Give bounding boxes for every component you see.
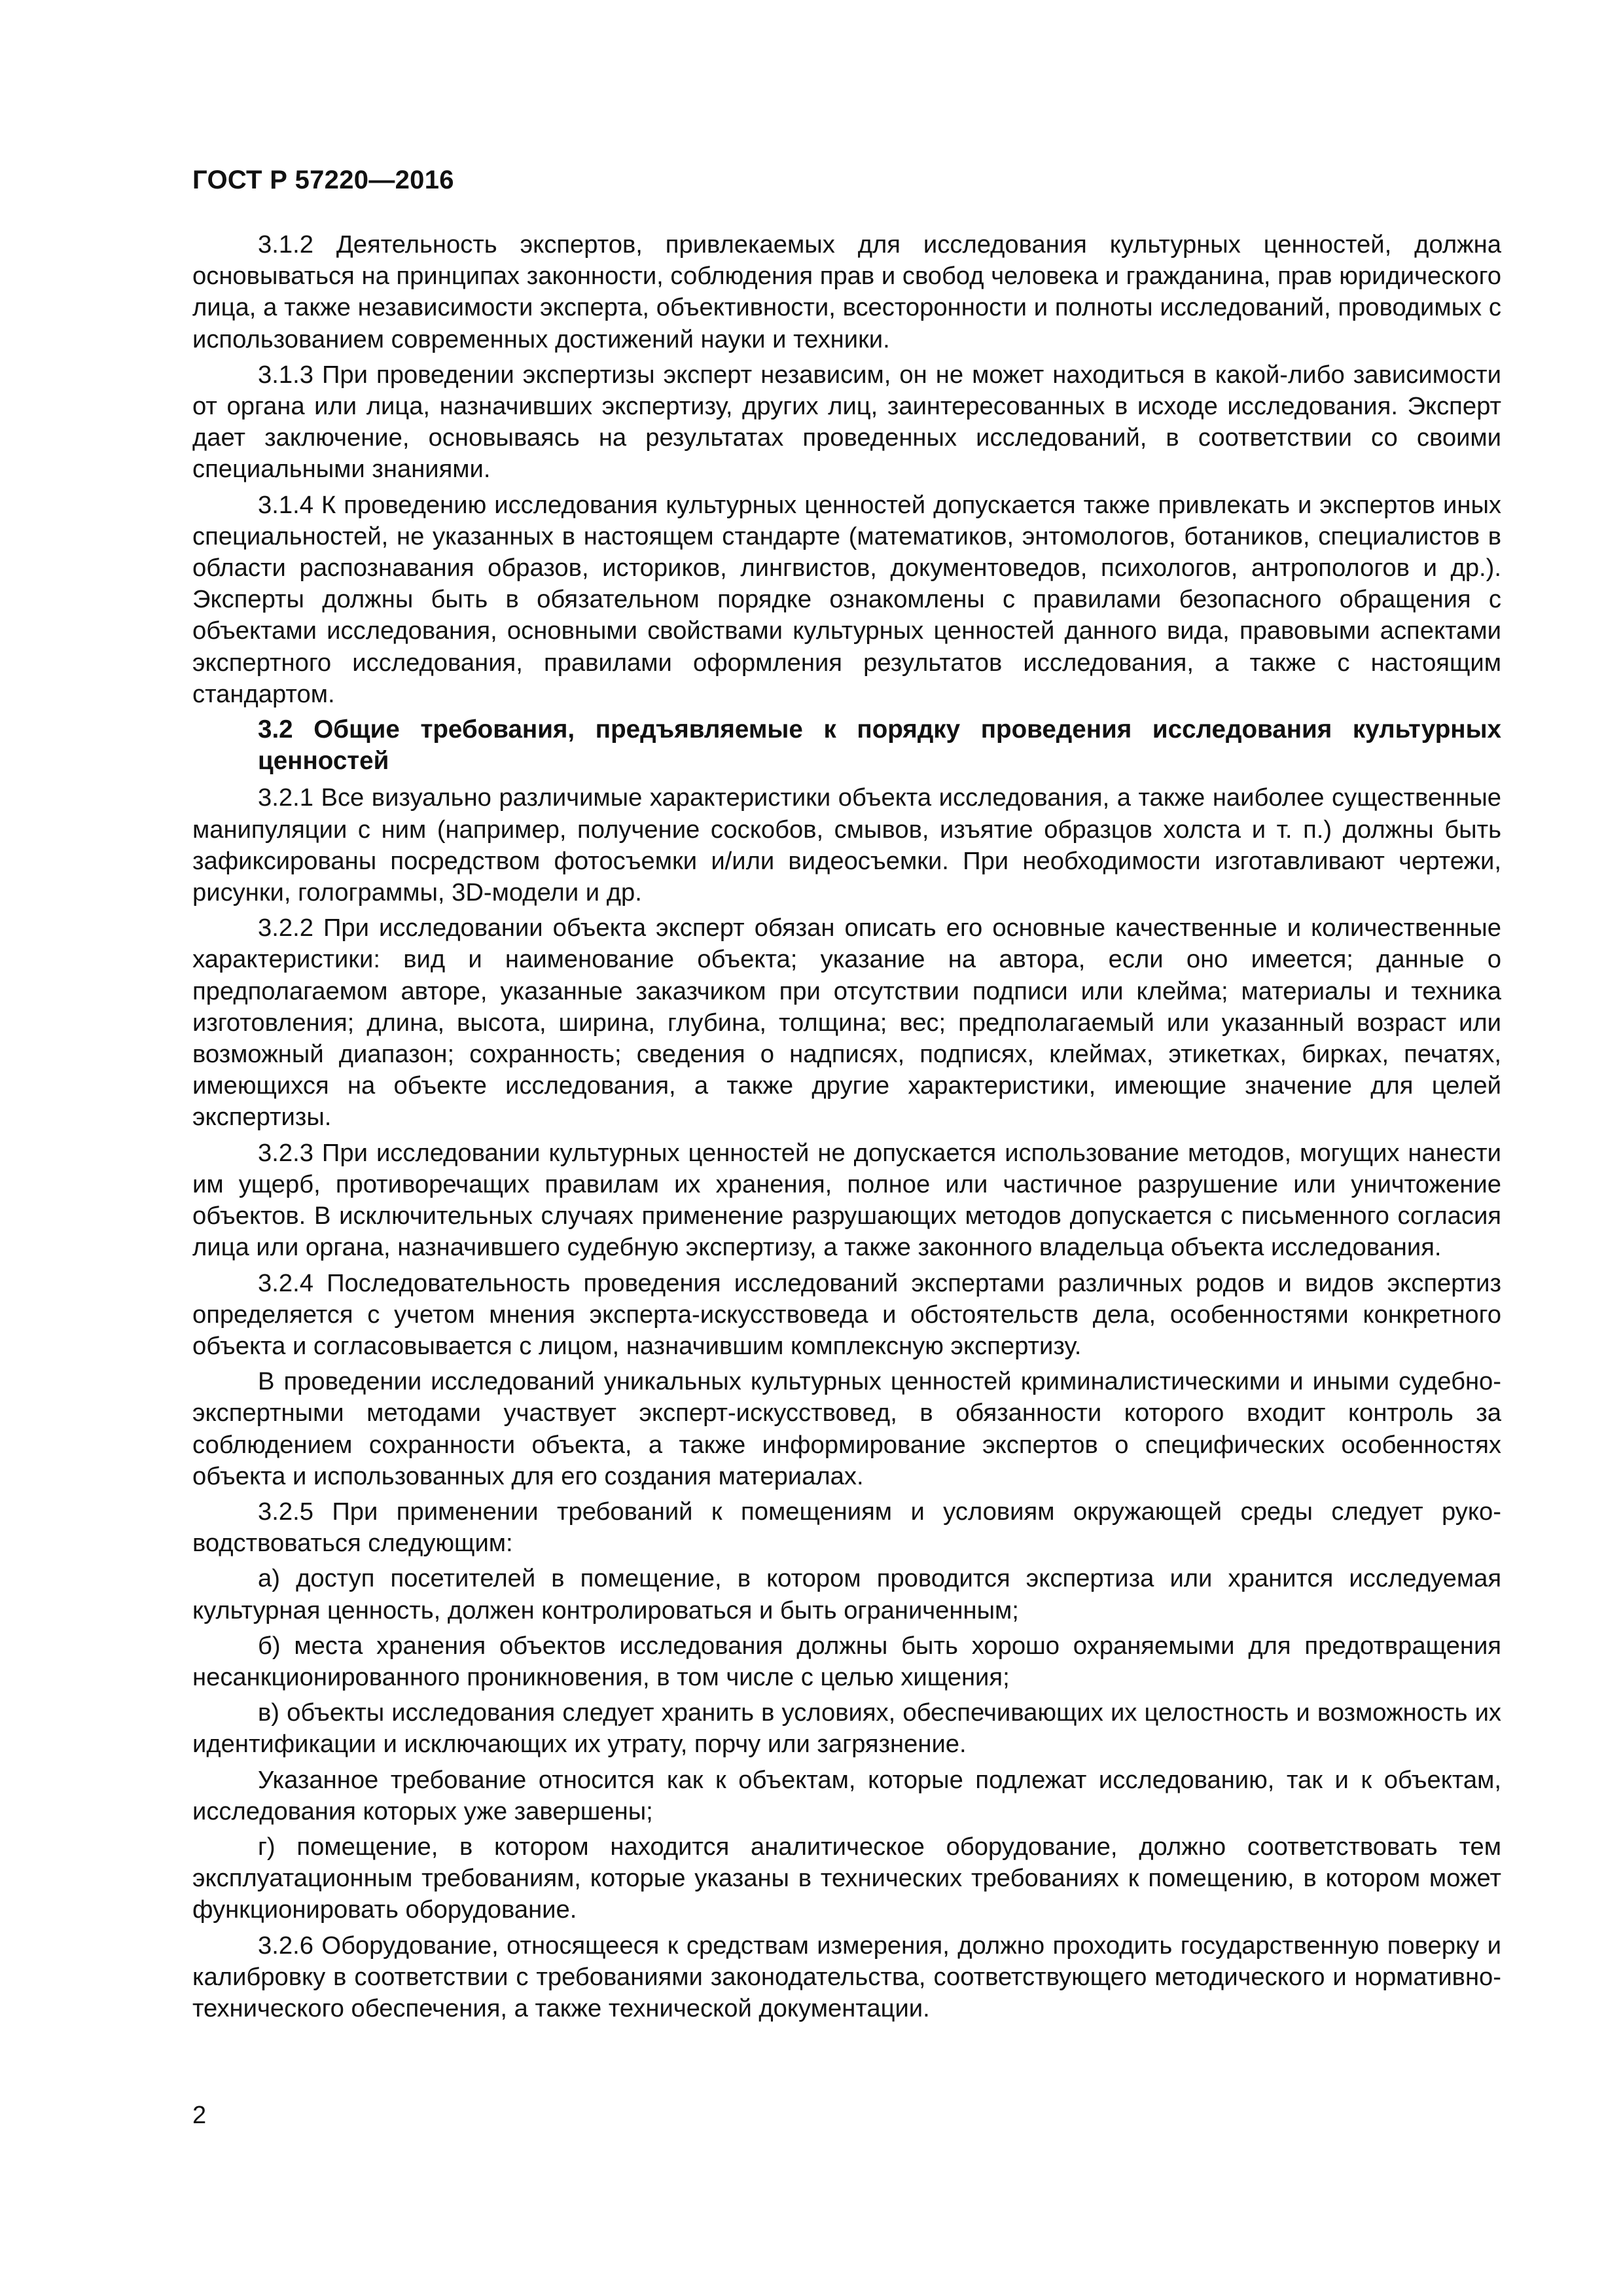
document-code-header: ГОСТ Р 57220—2016 xyxy=(192,166,454,194)
page-number: 2 xyxy=(192,2102,207,2129)
list-item-g: г) помещение, в котором находится аналитическое оборудование, должно соответствовать тем эксплуатационным требованиям, которые указаны в технических требованиях к помещению, в котором может функционировать оборудование. xyxy=(192,1832,1501,1924)
paragraph-3-1-4: 3.1.4 К проведению исследования культурных ценностей допускается также привлекать и экспертов иных специальностей, не указанных в настоящем стандарте (математиков, энтомологов, ботаников, специалистов в области распознавания образов, историков, лингвистов, документоведов, психологов, антропологов и др.). Эксперты должны быть в обязательном порядке ознакомлены с правилами безопасного обращения с объектами исследования, основными свойствами культурных ценностей данного вида, правовыми аспектами экспертного исследования, правилами оформления результатов исследования, а также с настоящим стандартом. xyxy=(192,490,1501,708)
document-body xyxy=(192,229,1501,2028)
paragraph-3-2-4-continuation: В проведении исследований уникальных культурных ценностей криминалистическими и иными судебно-экспертными методами участвует эксперт-искусствовед, в обязанности которого входит контроль за соблюдением сохранности объекта, а также информирование экспертов о специфических особенностях объекта и использованных для его создания материалах. xyxy=(192,1367,1501,1490)
paragraph-3-2-1: 3.2.1 Все визуально различимые характеристики объекта исследования, а также наиболее существенные манипуляции с ним (например, получение соскобов, смывов, изъятие образцов холста и т. п.) должны быть зафиксированы посредством фотосъемки и/или видеосъемки. При необходимости изготавливают чертежи, рисунки, голограммы, 3D-модели и др. xyxy=(192,783,1501,907)
paragraph-3-2-4: 3.2.4 Последовательность проведения исследований экспертами различных родов и видов экспертиз определяется с учетом мнения эксперта-искусствоведа и обстоятельств дела, особенностями конкретного объекта и согласовывается с лицом, назначившим комплексную экспертизу. xyxy=(192,1268,1501,1360)
paragraph-3-1-2: 3.1.2 Деятельность экспертов, привлекаемых для исследования культурных ценностей, должна основываться на принципах законности, соблюдения прав и свобод человека и гражданина, прав юридического лица, а также независимости эксперта, объективности, всесторонности и полноты исследований, проводимых с использованием современных достижений науки и техники. xyxy=(192,230,1501,353)
paragraph-3-2-3: 3.2.3 При исследовании культурных ценностей не допускается использование методов, могущих нанести им ущерб, противоречащих правилам их хранения, полное или частичное разрушение или уничтожение объектов. В исключительных случаях применение разрушающих методов допускается с письменного согласия лица или органа, назначившего судебную экспертизу, а также законного владельца объекта исследования. xyxy=(192,1138,1501,1262)
paragraph-3-2-6: 3.2.6 Оборудование, относящееся к средствам измерения, должно проходить государственную поверку и калибровку в соответствии с требованиями законодательства, соответствующего методического и нормативно-технического обеспечения, а также технической документации. xyxy=(192,1931,1501,2022)
section-heading-3-2: 3.2 Общие требования, предъявляемые к порядку проведения исследования культурных ценностей xyxy=(258,715,1501,776)
document-page xyxy=(192,0,1501,2296)
paragraph-3-1-3: 3.1.3 При проведении экспертизы эксперт независим, он не может находиться в какой-либо зависимости от органа или лица, назначивших экспертизу, других лиц, заинтересованных в исходе исследования. Эксперт дает заключение, основываясь на результатах проведенных исследований, в соответствии со своими специальными знаниями. xyxy=(192,360,1501,484)
list-item-b: б) места хранения объектов исследования должны быть хорошо охраняемыми для предотвращения несанкционированного проникновения, в том числе с целью хищения; xyxy=(192,1631,1501,1691)
list-item-v: в) объекты исследования следует хранить в условиях, обеспечивающих их целостность и возможность их идентификации и исключающих их утрату, порчу или загрязнение. xyxy=(192,1698,1501,1759)
list-item-a: а) доступ посетителей в помещение, в котором проводится экспертиза или хранится исследуемая культурная ценность, должен контролироваться и быть ограниченным; xyxy=(192,1564,1501,1624)
paragraph-3-2-2: 3.2.2 При исследовании объекта эксперт обязан описать его основные качественные и количественные характеристики: вид и наименование объекта; указание на автора, если оно имеется; данные о предполагаемом авторе, указанные заказчиком при отсутствии подписи или клейма; материалы и техника изготовления; длина, высота, ширина, глубина, толщина; вес; предполагаемый или указанный возраст или возможный диапазон; сохранность; сведения о надписях, подписях, клеймах, этикетках, бирках, печатях, имеющихся на объекте исследования, а также другие характеристики, имеющие значение для целей экспертизы. xyxy=(192,914,1501,1132)
list-item-v-note: Указанное требование относится как к объектам, которые подлежат исследованию, так и к объектам, исследования которых уже завершены; xyxy=(192,1765,1501,1825)
paragraph-3-2-5: 3.2.5 При применении требований к помещениям и условиям окружающей среды следует руководствоваться следующим: xyxy=(192,1497,1501,1558)
